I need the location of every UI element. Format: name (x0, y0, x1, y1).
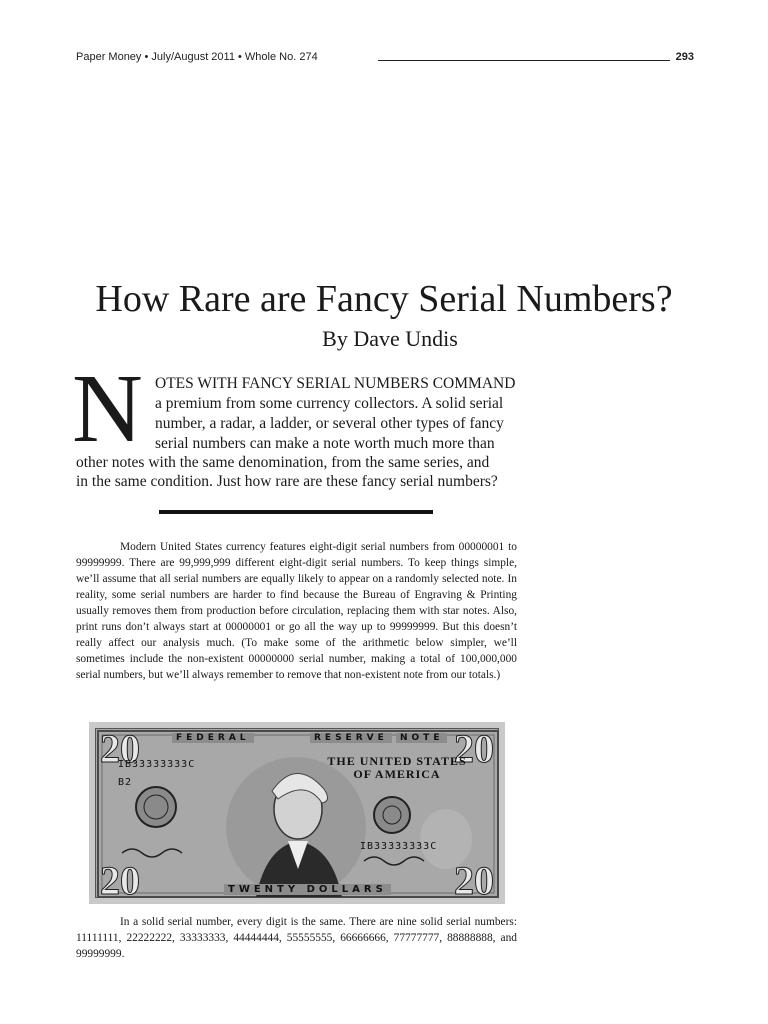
lede-line-5: other notes with the same denomination, from the same series, and (76, 454, 490, 471)
plate-number: B2 (118, 777, 133, 788)
twenty-dollar-note-image (89, 722, 505, 904)
serial-number-bottom: IB33333333C (360, 841, 438, 852)
page-number: 293 (675, 51, 694, 63)
band-federal: FEDERAL (172, 733, 254, 743)
publication-info: Paper Money • July/August 2011 • Whole No. 274 (76, 51, 318, 63)
denomination-top-right: 20 (454, 726, 494, 771)
denomination-bottom-right: 20 (454, 858, 494, 903)
running-header (76, 51, 694, 67)
note-face (95, 726, 499, 903)
lede-line-4: serial numbers can make a note worth much more than (155, 435, 495, 452)
country-name: THE UNITED STATES OF AMERICA (327, 754, 467, 781)
denomination-bottom-left: 20 (100, 858, 140, 903)
body-paragraph-2: In a solid serial number, every digit is the same. There are nine solid serial numbers: 11111111, 22222222, 33333333, 44444444, 55555555, 66666666, 77777777, 88888888, and 99999999. (76, 916, 517, 960)
denomination-top-left: 20 (100, 726, 140, 771)
serial-number-top: IB33333333C (118, 759, 196, 770)
article-title: How Rare are Fancy Serial Numbers? (95, 278, 673, 320)
band-reserve: RESERVE (310, 733, 392, 743)
body-paragraph-1: Modern United States currency features eight-digit serial numbers from 00000001 to 99999999. There are 99,999,999 different eight-digit serial numbers. To keep things simple, we’ll assume that all serial numbers are equally likely to appear on a randomly selected note. In reality, some serial numbers are harder to find because the Bureau of Engraving & Printing usually removes them from production before circulation, replacing them with star notes. Also, print runs don’t always start at 00000001 or go all the way up to 99999999. But this doesn’t really affect our analysis much. (To make some of the arithmetic below simpler, we’ll sometimes include the non-existent 00000000 serial number, making a total of 100,000,000 serial numbers, but we’ll always remember to remove that non-existent note from our totals.) (76, 541, 517, 681)
lede-line-3: number, a radar, a ladder, or several other types of fancy (155, 415, 504, 432)
article-byline: By Dave Undis (322, 326, 458, 351)
band-twenty-dollars: TWENTY DOLLARS (224, 884, 391, 895)
lede-line-2: a premium from some currency collectors. A solid serial (155, 395, 504, 412)
band-note: NOTE (396, 733, 447, 743)
header-rule (378, 60, 670, 61)
drop-cap: N (72, 355, 143, 463)
lede-line-6: in the same condition. Just how rare are these fancy serial numbers? (76, 473, 498, 490)
section-divider (159, 510, 433, 514)
lede-line-1: OTES WITH FANCY SERIAL NUMBERS COMMAND (155, 375, 516, 392)
